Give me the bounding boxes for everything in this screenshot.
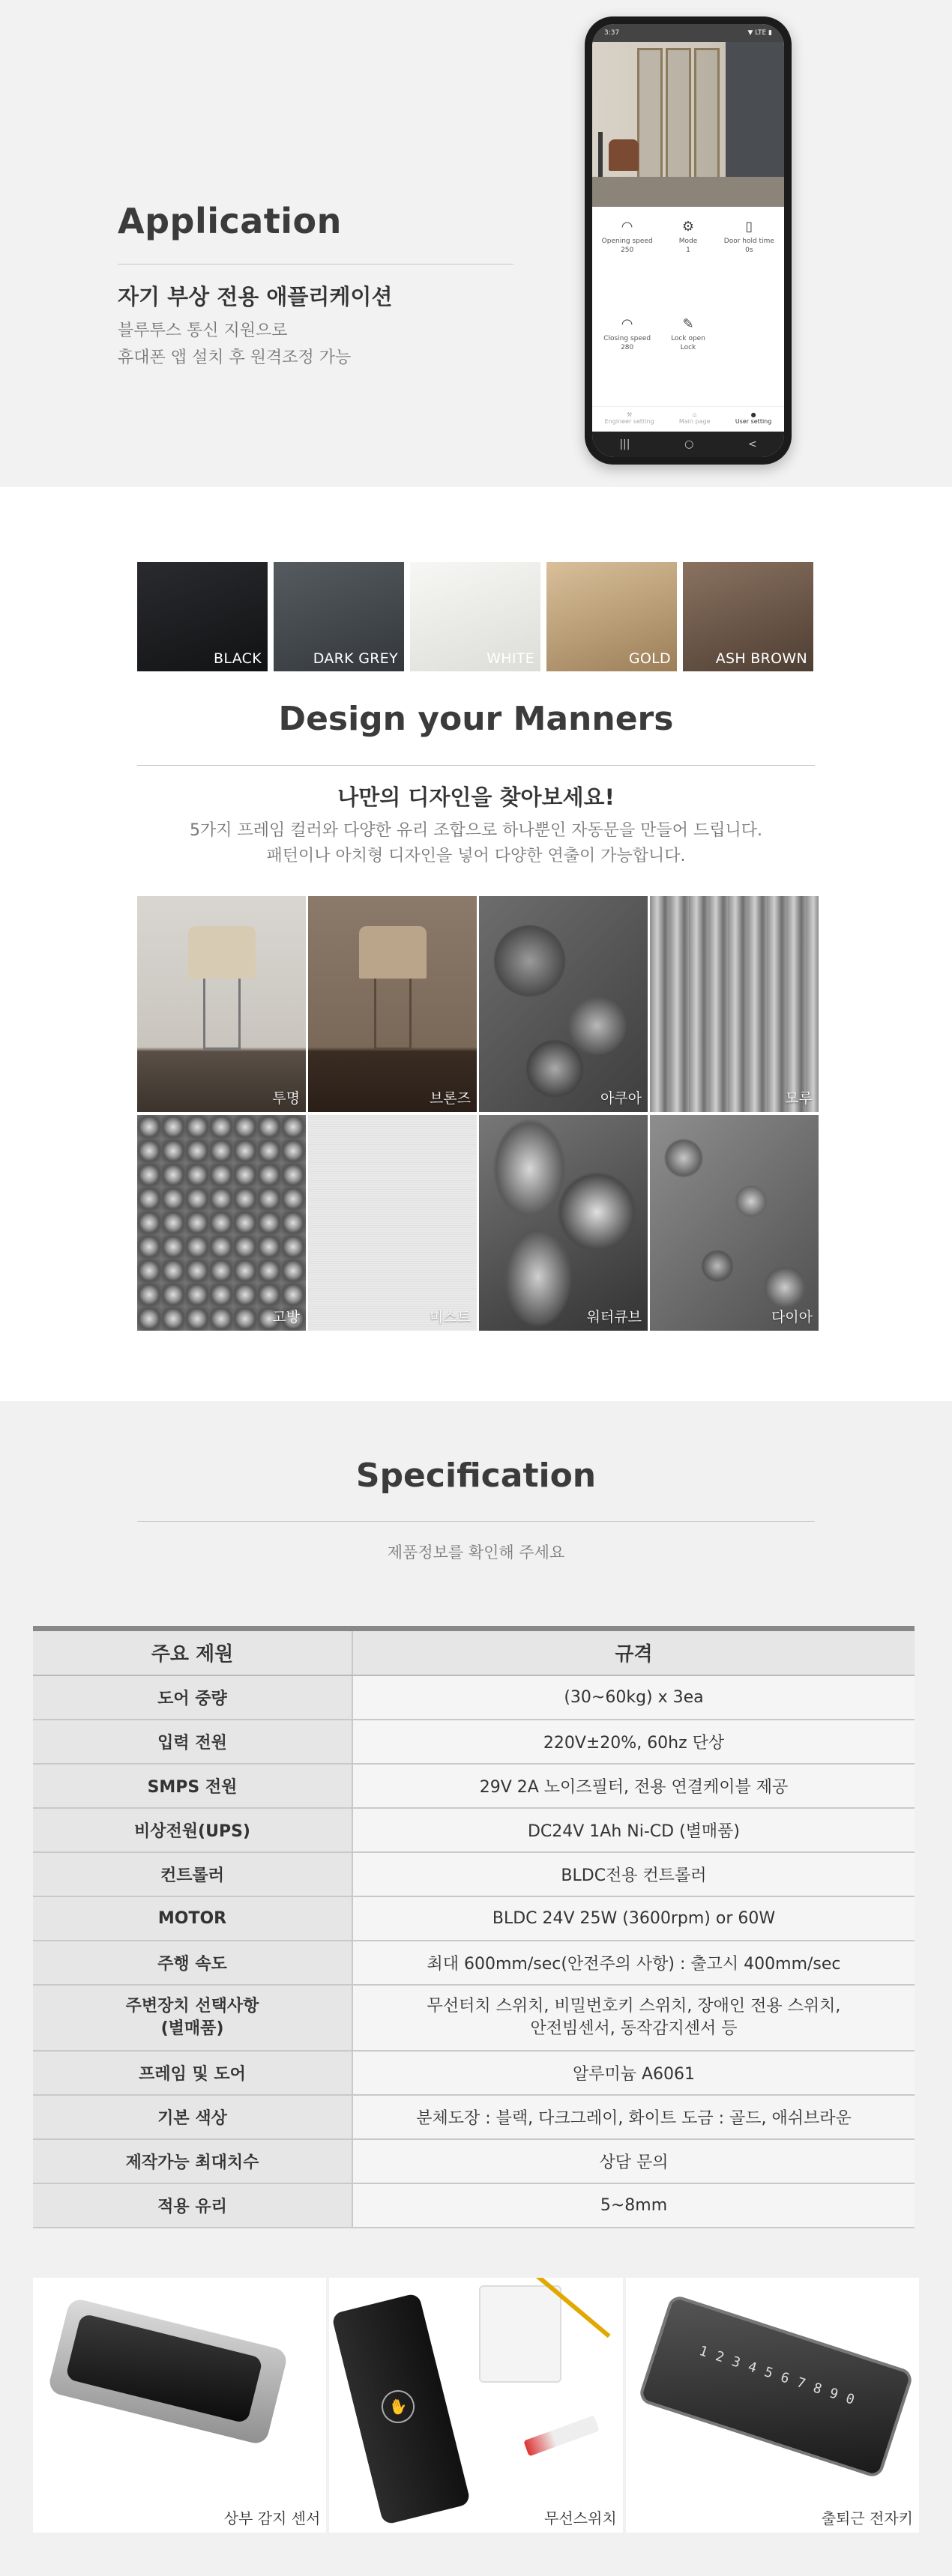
- spec-value: 최대 600mm/sec(안전주의 사항) : 출고시 400mm/sec: [352, 1941, 915, 1985]
- header-key: 주요 제원: [33, 1629, 352, 1675]
- tile-value: 280: [621, 344, 634, 351]
- home-button-icon[interactable]: ○: [684, 438, 694, 450]
- spec-row: [33, 1852, 915, 1896]
- application-title: Application: [118, 201, 342, 241]
- swatch-black: [137, 562, 268, 671]
- status-time: 3:37: [604, 29, 620, 37]
- tile-value: Lock: [680, 344, 696, 351]
- glass-sample-diamond: [650, 1115, 819, 1331]
- mode-tile[interactable]: [657, 217, 718, 274]
- android-nav-bar: [592, 432, 784, 457]
- lamp: [598, 132, 603, 177]
- spec-row: [33, 1941, 915, 1985]
- product-top-sensor: [33, 2278, 326, 2533]
- swatch-label: DARK GREY: [313, 650, 398, 667]
- home-icon: ⌂: [693, 411, 697, 418]
- spec-value: BLDC 24V 25W (3600rpm) or 60W: [352, 1896, 915, 1941]
- glass-sample-bronze: [308, 896, 477, 1112]
- swatch-label: ASH BROWN: [715, 650, 807, 667]
- glass-label: 브론즈: [429, 1090, 471, 1107]
- swatch-ash-brown: [683, 562, 813, 671]
- accessory-products: [33, 2278, 919, 2533]
- glass-sample-mist: [308, 1115, 477, 1331]
- design-description: [0, 818, 952, 869]
- spec-value: DC24V 1Ah Ni-CD (별매품): [352, 1808, 915, 1852]
- spec-row: [33, 1985, 915, 2051]
- glass-label: 아쿠아: [600, 1090, 642, 1107]
- receiver-module: [479, 2285, 561, 2383]
- door-photo: [592, 42, 784, 207]
- chair: [609, 139, 639, 171]
- spec-key: 주행 속도: [33, 1941, 352, 1985]
- door-floor: [592, 177, 784, 207]
- lock-edit-icon: ✎: [682, 316, 694, 332]
- specification-section: [0, 1401, 952, 2576]
- spec-key: 프레임 및 도어: [33, 2051, 352, 2095]
- lamp-shade: [359, 926, 427, 979]
- status-icons: ▼ LTE ▮: [747, 29, 772, 37]
- spec-value: 29V 2A 노이즈필터, 전용 연결케이블 제공: [352, 1764, 915, 1808]
- keypad-digits: 1234567890: [696, 2342, 865, 2411]
- nav-label: User setting: [735, 418, 772, 425]
- spec-row: [33, 1764, 915, 1808]
- spec-row: [33, 2051, 915, 2095]
- design-desc-line: 패턴이나 아치형 디자인을 넣어 다양한 연출이 가능합니다.: [266, 847, 686, 865]
- product-keypad: [626, 2278, 919, 2533]
- divider: [137, 1521, 815, 1522]
- app-bottom-nav: [592, 406, 784, 432]
- swatch-white: [410, 562, 540, 671]
- app-settings-grid: [592, 207, 784, 406]
- spec-value: 분체도장 : 블랙, 다크그레이, 화이트 도금 : 골드, 애쉬브라운: [352, 2095, 915, 2139]
- design-desc-line: 5가지 프레임 컬러와 다양한 유리 조합으로 하나뿐인 자동문을 만들어 드립니다.: [190, 821, 762, 840]
- spec-value: 220V±20%, 60hz 단상: [352, 1720, 915, 1764]
- spec-row: [33, 1808, 915, 1852]
- swatch-label: BLACK: [214, 650, 262, 667]
- spec-key: 제작가능 최대치수: [33, 2139, 352, 2183]
- glass-sample-gobang: [137, 1115, 306, 1331]
- spec-row: [33, 2139, 915, 2183]
- spec-table: [33, 1626, 915, 2228]
- spec-row: [33, 1675, 915, 1720]
- hand-icon: ✋: [379, 2386, 418, 2426]
- nav-user-setting[interactable]: [735, 411, 772, 432]
- tile-label: Opening speed: [601, 238, 653, 245]
- product-label: 무선스위치: [544, 2509, 617, 2527]
- swatch-label: GOLD: [628, 650, 671, 667]
- lamp-base: [203, 979, 241, 1050]
- nav-label: Main page: [678, 418, 711, 425]
- spec-key: 비상전원(UPS): [33, 1808, 352, 1852]
- swatch-gold: [546, 562, 677, 671]
- glass-sample-clear: [137, 896, 306, 1112]
- tile-label: Mode: [678, 238, 698, 245]
- spec-key: SMPS 전원: [33, 1764, 352, 1808]
- application-desc-line: 블루투스 통신 지원으로: [118, 321, 288, 340]
- spec-table-body: [33, 1675, 915, 2228]
- spec-key: 입력 전원: [33, 1720, 352, 1764]
- spec-value: 5~8mm: [352, 2183, 915, 2228]
- glass-sample-reeded: [650, 896, 819, 1112]
- door-icon: ▯: [745, 219, 753, 235]
- glass-label: 고방: [272, 1309, 300, 1325]
- recents-icon[interactable]: |||: [619, 438, 630, 450]
- product-label: 출퇴근 전자키: [821, 2509, 913, 2527]
- glass-sample-aqua: [479, 896, 648, 1112]
- door-glass-panel: [694, 48, 720, 183]
- swatch-dark-grey: [274, 562, 404, 671]
- glass-label: 다이아: [771, 1309, 813, 1325]
- divider: [137, 765, 815, 766]
- spec-value: (30~60kg) x 3ea: [352, 1675, 915, 1720]
- application-desc-line: 휴대폰 앱 설치 후 원격조정 가능: [118, 348, 352, 367]
- glass-label: 워터큐브: [586, 1309, 642, 1325]
- product-wireless-switch: [329, 2278, 622, 2533]
- spec-value: 무선터치 스위치, 비밀번호키 스위치, 장애인 전용 스위치, 안전빔센서, 동작감지센서 등: [352, 1985, 915, 2051]
- spec-value: 알루미늄 A6061: [352, 2051, 915, 2095]
- phone-screen: [592, 24, 784, 457]
- lock-open-tile[interactable]: [657, 315, 718, 372]
- tile-value: 250: [621, 247, 634, 254]
- header-value: 규격: [352, 1629, 915, 1675]
- spec-key: MOTOR: [33, 1896, 352, 1941]
- spec-key: 컨트롤러: [33, 1852, 352, 1896]
- tile-label: Closing speed: [603, 335, 651, 342]
- door-glass-panel: [666, 48, 691, 183]
- user-icon: ●: [750, 411, 756, 418]
- phone-mockup: [585, 16, 792, 465]
- speedometer-icon: ◠: [621, 316, 633, 332]
- closing-speed-tile[interactable]: [597, 315, 657, 372]
- opening-speed-tile[interactable]: [597, 217, 657, 274]
- glass-label: 투명: [272, 1090, 300, 1107]
- spec-key: 기본 색상: [33, 2095, 352, 2139]
- nav-engineer-setting[interactable]: [605, 411, 654, 432]
- door-glass-panel: [637, 48, 663, 183]
- tile-label: Lock open: [671, 335, 705, 342]
- spec-row: [33, 2183, 915, 2228]
- spec-value: 상담 문의: [352, 2139, 915, 2183]
- spec-value: BLDC전용 컨트롤러: [352, 1852, 915, 1896]
- swatch-label: WHITE: [486, 650, 534, 667]
- mode-icon: ⚙: [681, 219, 695, 235]
- spec-key: 주변장치 선택사항 (별매품): [33, 1985, 352, 2051]
- tile-label: Door hold time: [723, 238, 774, 245]
- spec-key: 적용 유리: [33, 2183, 352, 2228]
- glass-label: 미스트: [429, 1309, 471, 1325]
- spec-row: [33, 2095, 915, 2139]
- tile-value: 1: [686, 247, 690, 254]
- door-hold-time-tile[interactable]: [719, 217, 780, 274]
- phone-status-bar: [592, 24, 784, 42]
- lamp-shade: [188, 926, 256, 979]
- nav-label: Engineer setting: [604, 418, 654, 425]
- spec-key: 도어 중량: [33, 1675, 352, 1720]
- specification-subtitle: 제품정보를 확인해 주세요: [387, 1544, 565, 1561]
- product-label: 상부 감지 센서: [223, 2509, 321, 2527]
- nav-main-page[interactable]: [679, 411, 711, 432]
- application-section: [0, 0, 952, 487]
- glass-label: 모루: [785, 1090, 813, 1107]
- design-title: Design your Manners: [278, 700, 674, 738]
- battery: [524, 2416, 600, 2457]
- application-description: [118, 318, 351, 372]
- lamp-base: [374, 979, 412, 1050]
- application-subtitle: 자기 부상 전용 애플리케이션: [118, 284, 393, 309]
- glass-sample-watercube: [479, 1115, 648, 1331]
- spec-row: [33, 1720, 915, 1764]
- wrench-icon: ⚒: [627, 411, 633, 418]
- design-subtitle: 나만의 디자인을 찾아보세요!: [337, 784, 615, 810]
- spec-table-header: [33, 1629, 915, 1675]
- back-icon[interactable]: <: [747, 438, 757, 450]
- specification-title: Specification: [355, 1457, 597, 1495]
- spec-row: [33, 1896, 915, 1941]
- speedometer-icon: ◠: [621, 219, 633, 235]
- tile-value: 0s: [745, 247, 753, 254]
